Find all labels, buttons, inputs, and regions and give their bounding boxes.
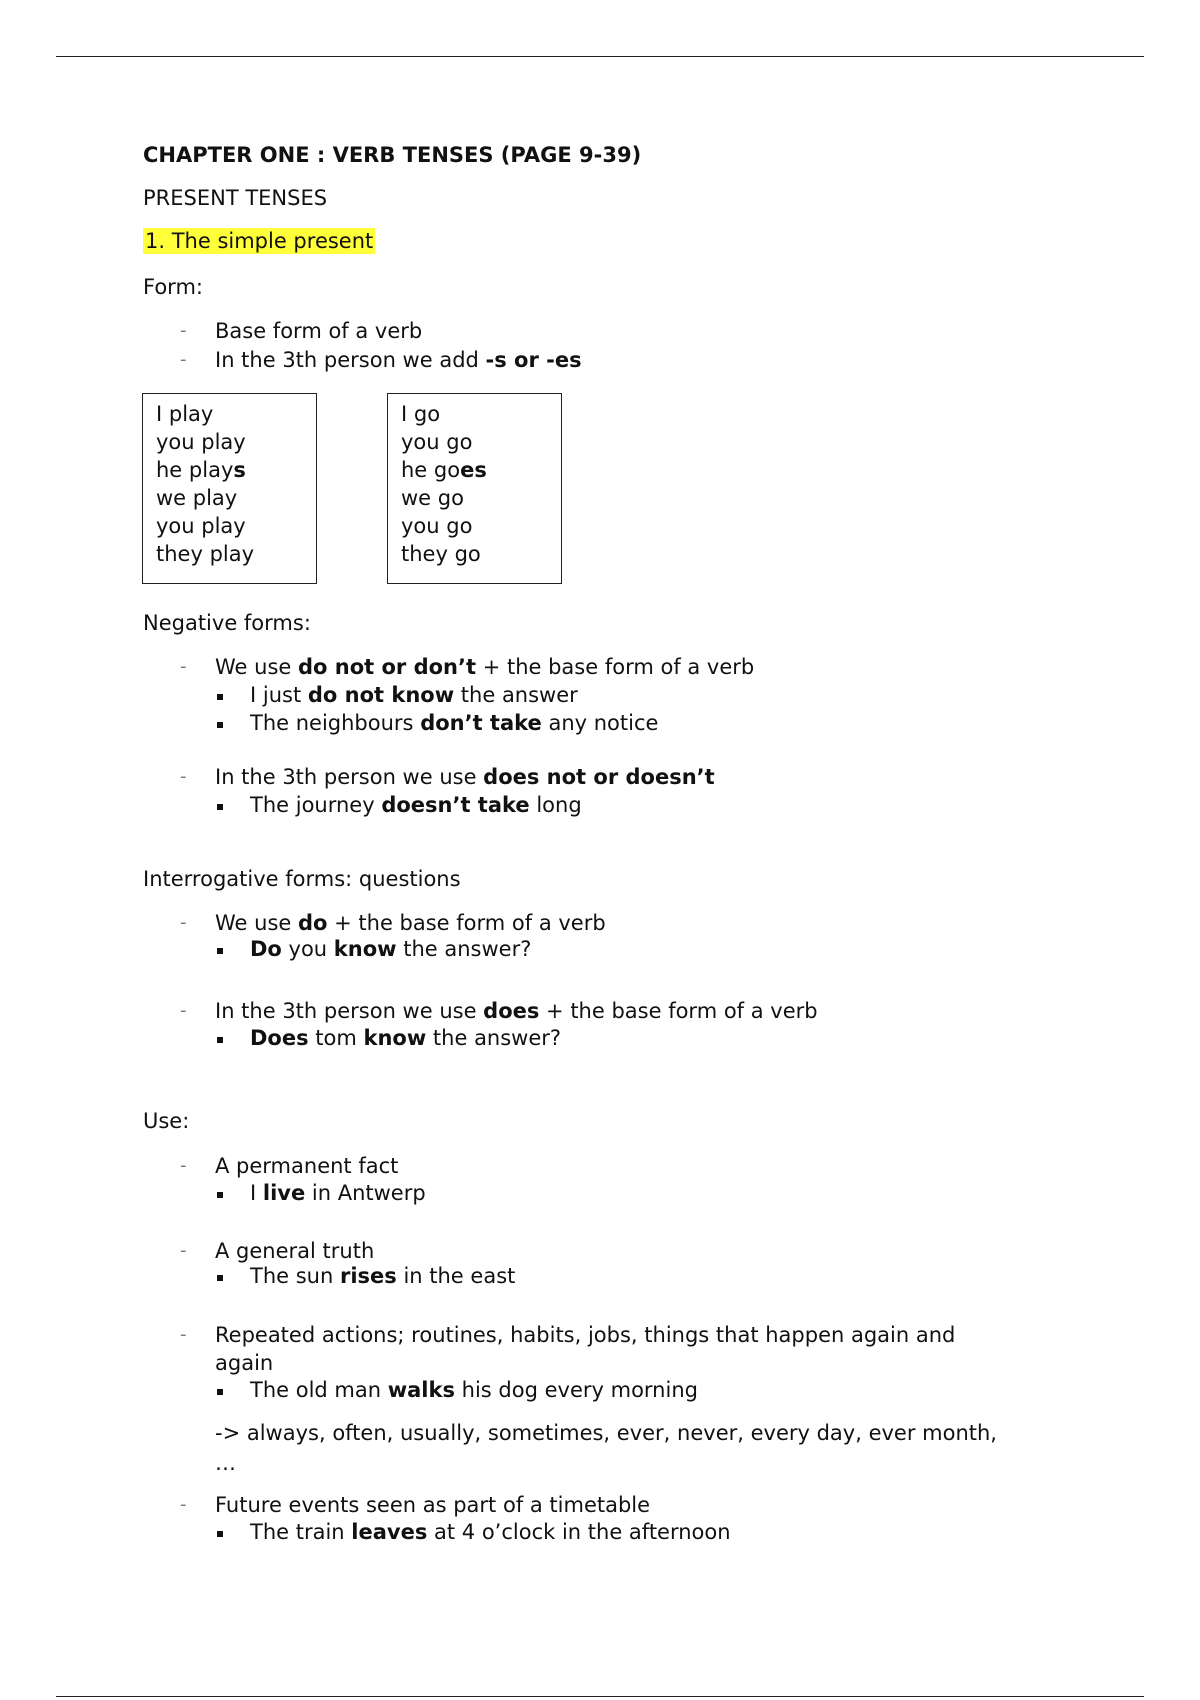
- example-sentence: The neighbours don’t take any notice: [250, 711, 659, 735]
- dash-bullet-icon: -: [180, 1155, 187, 1176]
- footer-rule: [56, 1696, 1144, 1697]
- use-item: Repeated actions; routines, habits, jobs, things that happen again and: [215, 1323, 956, 1347]
- dash-bullet-icon: -: [180, 766, 187, 787]
- negative-rule: In the 3th person we use does not or doesn’t: [215, 765, 715, 789]
- adverbs-note-continued: …: [215, 1451, 236, 1475]
- square-bullet-icon: [217, 948, 223, 954]
- interrogative-rule: In the 3th person we use does + the base form of a verb: [215, 999, 818, 1023]
- header-rule: [56, 56, 1144, 57]
- square-bullet-icon: [217, 1192, 223, 1198]
- conjugation-row: you play: [156, 514, 246, 538]
- conjugation-box-play: [142, 393, 317, 584]
- use-item: A permanent fact: [215, 1154, 399, 1178]
- example-sentence: Does tom know the answer?: [250, 1026, 562, 1050]
- use-item: Future events seen as part of a timetable: [215, 1493, 651, 1517]
- example-sentence: The old man walks his dog every morning: [250, 1378, 698, 1402]
- adverbs-note: -> always, often, usually, sometimes, ever, never, every day, ever month,: [215, 1421, 997, 1445]
- dash-bullet-icon: -: [180, 1494, 187, 1515]
- dash-bullet-icon: -: [180, 912, 187, 933]
- example-sentence: The sun rises in the east: [250, 1264, 516, 1288]
- highlighted-heading: 1. The simple present: [145, 229, 374, 253]
- form-item: In the 3th person we add -s or -es: [215, 348, 582, 372]
- square-bullet-icon: [217, 804, 223, 810]
- dash-bullet-icon: -: [180, 349, 187, 370]
- dash-bullet-icon: -: [180, 1324, 187, 1345]
- chapter-title: CHAPTER ONE : VERB TENSES (PAGE 9-39): [143, 143, 642, 167]
- conjugation-row: we go: [401, 486, 464, 510]
- conjugation-row: I go: [401, 402, 441, 426]
- square-bullet-icon: [217, 1037, 223, 1043]
- conjugation-row: they go: [401, 542, 481, 566]
- square-bullet-icon: [217, 722, 223, 728]
- example-sentence: The train leaves at 4 o’clock in the afternoon: [250, 1520, 731, 1544]
- section-heading: PRESENT TENSES: [143, 186, 328, 210]
- form-label: Form:: [143, 275, 203, 299]
- conjugation-row: I play: [156, 402, 214, 426]
- example-sentence: Do you know the answer?: [250, 937, 532, 961]
- example-sentence: I just do not know the answer: [250, 683, 578, 707]
- conjugation-row: we play: [156, 486, 238, 510]
- interrogative-rule: We use do + the base form of a verb: [215, 911, 606, 935]
- conjugation-row: they play: [156, 542, 255, 566]
- conjugation-row: you play: [156, 430, 246, 454]
- dash-bullet-icon: -: [180, 1240, 187, 1261]
- dash-bullet-icon: -: [180, 656, 187, 677]
- form-item: Base form of a verb: [215, 319, 423, 343]
- square-bullet-icon: [217, 694, 223, 700]
- conjugation-row: you go: [401, 514, 473, 538]
- square-bullet-icon: [217, 1389, 223, 1395]
- conjugation-row: he plays: [156, 458, 246, 482]
- subsection-heading: [143, 229, 375, 253]
- dash-bullet-icon: -: [180, 320, 187, 341]
- dash-bullet-icon: -: [180, 1000, 187, 1021]
- conjugation-row: he goes: [401, 458, 487, 482]
- example-sentence: I live in Antwerp: [250, 1181, 426, 1205]
- example-sentence: The journey doesn’t take long: [250, 793, 582, 817]
- use-label: Use:: [143, 1109, 190, 1133]
- negative-label: Negative forms:: [143, 611, 311, 635]
- use-item-continued: again: [215, 1351, 274, 1375]
- square-bullet-icon: [217, 1275, 223, 1281]
- conjugation-box-go: [387, 393, 562, 584]
- negative-rule: We use do not or don’t + the base form of a verb: [215, 655, 755, 679]
- square-bullet-icon: [217, 1531, 223, 1537]
- use-item: A general truth: [215, 1239, 375, 1263]
- conjugation-row: you go: [401, 430, 473, 454]
- interrogative-label: Interrogative forms: questions: [143, 867, 461, 891]
